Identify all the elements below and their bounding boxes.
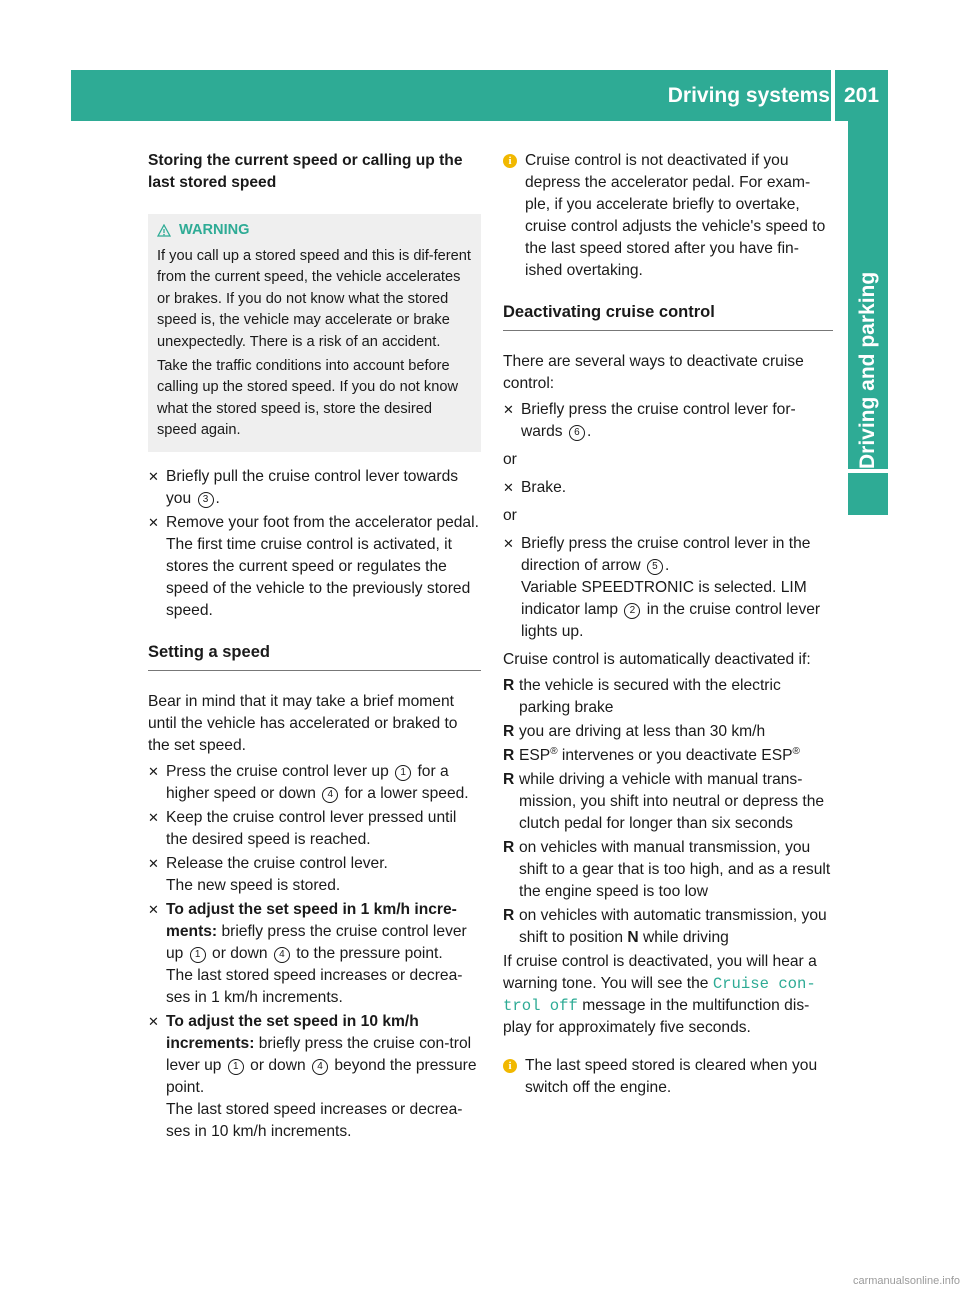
bullet-r-icon: R	[503, 839, 515, 856]
step-text: briefly press the cruise con-trol lever up	[166, 1034, 472, 1074]
step-text: to the pressure point.	[296, 944, 443, 962]
auto-deactivation-intro: Cruise control is automatically deactivated if:	[503, 651, 811, 668]
step-result: The last stored speed increases or decrea-ses in 1 km/h increments.	[166, 966, 463, 1006]
step-item: ✕ Briefly press the cruise control lever for-wards 6 .	[503, 399, 833, 443]
side-tab-label: Driving and parking	[856, 271, 879, 469]
list-text: on vehicles with automatic transmission, you shift to position	[519, 907, 827, 946]
callout-number: 1	[228, 1059, 244, 1075]
step-result: Variable SPEEDTRONIC is selected. LIM indicator lamp	[521, 579, 807, 618]
step-text: Briefly pull the cruise control lever towards you	[166, 467, 459, 507]
callout-number: 2	[624, 603, 640, 619]
step-item	[148, 512, 481, 622]
list-text: while driving	[642, 929, 729, 946]
subheading-storing: Storing the current speed or calling up the last stored speed	[148, 152, 463, 191]
step-item	[148, 761, 481, 805]
step-result: The new speed is stored.	[166, 876, 341, 894]
bullet-r-icon: R	[503, 771, 515, 788]
step-item	[148, 1011, 481, 1143]
step-result: The first time cruise control is activated, it stores the current speed or regulates the speed of the vehicle to the previously stored speed.	[166, 535, 471, 619]
heading-deactivating: Deactivating cruise control	[503, 300, 833, 331]
step-text: beyond the pressure point.	[166, 1056, 477, 1096]
info-text: The last speed stored is cleared when you switch off the engine.	[525, 1057, 818, 1096]
info-note	[503, 1055, 833, 1099]
step-arrow-icon: ✕	[148, 901, 159, 917]
warning-paragraph-2: Take the traffic conditions into account before calling up the stored speed. If you do not know what the stored speed is, store the desired speed again.	[157, 357, 458, 439]
list-item	[503, 721, 833, 743]
step-arrow-icon: ✕	[148, 514, 159, 530]
heading-setting-speed: Setting a speed	[148, 640, 481, 671]
callout-number: 5	[647, 559, 663, 575]
or-text: or	[503, 507, 517, 524]
step-text: Brake.	[521, 479, 567, 496]
list-item	[503, 745, 833, 767]
paragraph-text: message in the multifunction dis-play for approximately five seconds.	[503, 997, 810, 1036]
callout-number: 4	[312, 1059, 328, 1075]
step-text: briefly press the cruise control lever up	[166, 922, 467, 962]
intro-text: Bear in mind that it may take a brief moment until the vehicle has accelerated or braked to the set speed.	[148, 692, 458, 754]
side-tab-marker	[848, 473, 888, 515]
warning-title	[157, 220, 472, 242]
bullet-r-icon: R	[503, 677, 515, 694]
bullet-r-icon: R	[503, 723, 515, 740]
step-item	[503, 477, 833, 499]
warning-box	[148, 214, 481, 452]
left-column	[148, 150, 481, 1145]
step-text: Briefly press the cruise control lever in the direction of arrow	[521, 535, 811, 574]
info-icon: i	[503, 1059, 517, 1073]
step-bold: To adjust the set speed in 1 km/h incre-ments:	[166, 900, 457, 940]
registered-mark: ®	[550, 745, 558, 757]
callout-number: 3	[198, 492, 214, 508]
step-item	[148, 899, 481, 1009]
step-text: or down	[250, 1056, 306, 1074]
list-text: the vehicle is secured with the electric parking brake	[519, 677, 781, 716]
warning-triangle-icon	[157, 224, 171, 237]
step-arrow-icon: ✕	[148, 1013, 159, 1029]
step-text: for a higher speed or down	[166, 762, 449, 802]
display-message: Cruise con‐ trol off	[503, 975, 816, 1015]
list-text: while driving a vehicle with manual trans-mission, you shift into neutral or depress the clutch pedal for longer than six seconds	[519, 771, 825, 832]
step-arrow-icon: ✕	[503, 480, 514, 495]
callout-number: 4	[274, 947, 290, 963]
step-text: or down	[212, 944, 268, 962]
warning-tone-paragraph	[503, 951, 833, 1039]
step-arrow-icon: ✕	[148, 468, 159, 484]
info-note	[503, 150, 833, 282]
step-item	[148, 853, 481, 897]
step-result: in the cruise control lever lights up.	[521, 601, 821, 640]
step-text: Release the cruise control lever.	[166, 854, 388, 872]
callout-number: 4	[322, 787, 338, 803]
step-bold: To adjust the set speed in 10 km/h increments:	[166, 1012, 419, 1052]
step-text: Briefly press the cruise control lever for-wards	[521, 401, 796, 440]
step-text: for a lower speed.	[344, 784, 469, 802]
or-text: or	[503, 451, 517, 468]
step-arrow-icon: ✕	[503, 536, 514, 551]
list-item	[503, 905, 833, 949]
list-item	[503, 675, 833, 719]
step-text: Remove your foot from the accelerator pedal.	[166, 513, 479, 531]
callout-number: 1	[395, 765, 411, 781]
list-item	[503, 837, 833, 903]
gear-position: N	[627, 929, 639, 946]
list-text: you are driving at less than 30 km/h	[519, 723, 766, 740]
list-item	[503, 769, 833, 835]
footer-watermark: carmanualsonline.info	[852, 1275, 960, 1287]
step-result: The last stored speed increases or decrea-ses in 10 km/h increments.	[166, 1100, 463, 1140]
bullet-r-icon: R	[503, 907, 515, 924]
bullet-r-icon: R	[503, 747, 515, 764]
step-item	[148, 807, 481, 851]
page-number: 201	[843, 84, 880, 107]
right-column	[503, 150, 833, 1117]
info-text: Cruise control is not deactivated if you depress the accelerator pedal. For exam-ple, if you accelerate briefly to overtake, cruise control adjusts the vehicle's speed to the last speed stored after you have fin-ished overtaking.	[525, 152, 826, 279]
registered-mark: ®	[792, 745, 800, 757]
info-icon: i	[503, 154, 517, 168]
step-item: ✕ Briefly pull the cruise control lever towards you 3 .	[148, 466, 481, 510]
list-text: intervenes or you deactivate ESP	[561, 747, 793, 764]
step-text: Keep the cruise control lever pressed until the desired speed is reached.	[166, 808, 457, 848]
paragraph-text: If cruise control is deactivated, you will hear a warning tone. You will see the	[503, 953, 817, 992]
list-text: ESP	[519, 747, 551, 764]
intro-text: There are several ways to deactivate cruise control:	[503, 353, 804, 392]
callout-number: 6	[569, 425, 585, 441]
warning-title-text: WARNING	[179, 222, 250, 238]
step-arrow-icon: ✕	[148, 809, 159, 825]
section-title: Driving systems	[667, 84, 830, 107]
list-text: on vehicles with manual transmission, you shift to a gear that is too high, and as a result the engine speed is too low	[519, 839, 831, 900]
step-item: ✕ Briefly press the cruise control lever in the direction of arrow 5 . Variable SPEEDTRONIC is selected. LIM indicator lamp 2 in the cruise control lever lights up.	[503, 533, 833, 643]
step-arrow-icon: ✕	[148, 855, 159, 871]
step-arrow-icon: ✕	[503, 402, 514, 417]
step-arrow-icon: ✕	[148, 763, 159, 779]
warning-paragraph-1: If you call up a stored speed and this is dif-ferent from the current speed, the vehicle accelerates or brakes. If you do not know what the stored speed is, the vehicle may accelerate or brake unexpectedly. There is a risk of an accident.	[157, 247, 471, 350]
callout-number: 1	[190, 947, 206, 963]
step-text: Press the cruise control lever up	[166, 762, 389, 780]
